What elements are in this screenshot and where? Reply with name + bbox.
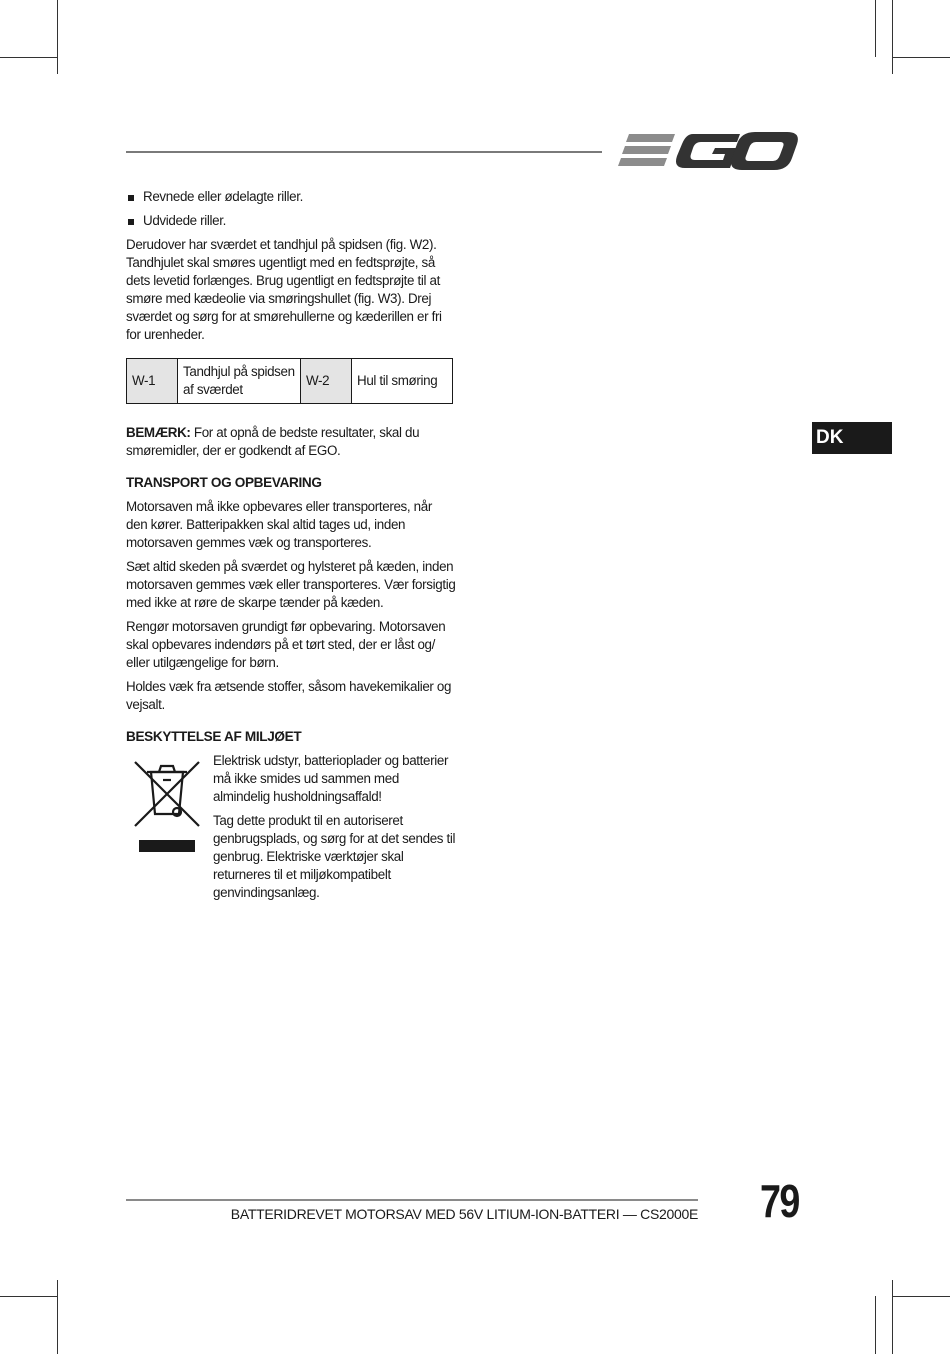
list-item: Revnede eller ødelagte riller. (126, 188, 456, 206)
main-content (126, 188, 456, 908)
crop-mark (892, 1280, 893, 1354)
table-cell-description: Tandhjul på spidsen af sværdet (178, 359, 301, 404)
footer-title: BATTERIDREVET MOTORSAV MED 56V LITIUM-ION-BATTERI — CS2000E (230, 1206, 698, 1222)
ego-logo (615, 126, 800, 174)
language-tab: DK (812, 422, 892, 454)
environment-paragraph: Tag dette produkt til en autoriseret genbrugsplads, og sørg for at det sendes til genbrug. Elektriske værktøjer skal returneres til et miljøkompatibelt genvindingsanlæg. (213, 813, 456, 900)
table-cell-code: W-2 (301, 359, 352, 404)
figure-reference-table (126, 358, 453, 404)
page-number: 79 (760, 1175, 799, 1227)
crop-mark (875, 1296, 876, 1354)
transport-paragraph: Sæt altid skeden på sværdet og hylsteret på kæden, inden motorsaven gemmes væk eller transporteres. Vær forsigtig med ikke at røre de skarpe tænder på kæden. (126, 559, 456, 610)
crop-mark (0, 1296, 57, 1297)
note-text: For at opnå de bedste resultater, skal du smøremidler, der er godkendt af EGO. (126, 425, 420, 458)
table-cell-code: W-1 (127, 359, 178, 404)
bullet-square-icon (128, 219, 134, 225)
environment-paragraph: Elektrisk udstyr, batterioplader og batterier må ikke smides ud sammen med almindelig husholdningsaffald! (213, 753, 449, 804)
sprocket-paragraph: Derudover har sværdet et tandhjul på spidsen (fig. W2). Tandhjulet skal smøres ugentligt med en fedtsprøjte, så dets levetid forlænges. Brug ugentligt en fedtsprøjte til at smøre med kædeolie via smøringshullet (fig. W3). Drej sværdet og sørg for at smørehullerne og kæderillen er fri for urenheder. (126, 237, 442, 342)
transport-paragraph: Motorsaven må ikke opbevares eller transporteres, når den kører. Batteripakken skal altid tages ud, inden motorsaven gemmes væk og transporteres. (126, 499, 432, 550)
crop-mark (892, 57, 950, 58)
footer-rule (126, 1199, 698, 1201)
crop-mark (892, 0, 893, 74)
crop-mark (875, 0, 876, 57)
crop-mark (57, 1280, 58, 1354)
transport-paragraph: Rengør motorsaven grundigt før opbevaring. Motorsaven skal opbevares indendørs på et tørt sted, der er låst og/ eller utilgængelige for børn. (126, 619, 446, 670)
crop-mark (892, 1296, 950, 1297)
note-paragraph (126, 424, 456, 460)
transport-paragraph: Holdes væk fra ætsende stoffer, såsom havekemikalier og vejsalt. (126, 679, 452, 712)
crossed-out-wheelie-bin-icon (133, 754, 205, 854)
environment-icon-wrapper (126, 752, 213, 908)
table-cell-description: Hul til smøring (352, 359, 453, 404)
list-item: Udvidede riller. (126, 212, 456, 230)
environment-heading: BESKYTTELSE AF MILJØET (126, 729, 302, 744)
environment-text (213, 752, 456, 908)
environment-block (126, 752, 456, 908)
crop-mark (0, 57, 57, 58)
note-label: BEMÆRK: (126, 425, 191, 440)
header-rule (126, 151, 602, 153)
bullet-square-icon (128, 195, 134, 201)
transport-heading: TRANSPORT OG OPBEVARING (126, 475, 322, 490)
crop-mark (57, 0, 58, 74)
